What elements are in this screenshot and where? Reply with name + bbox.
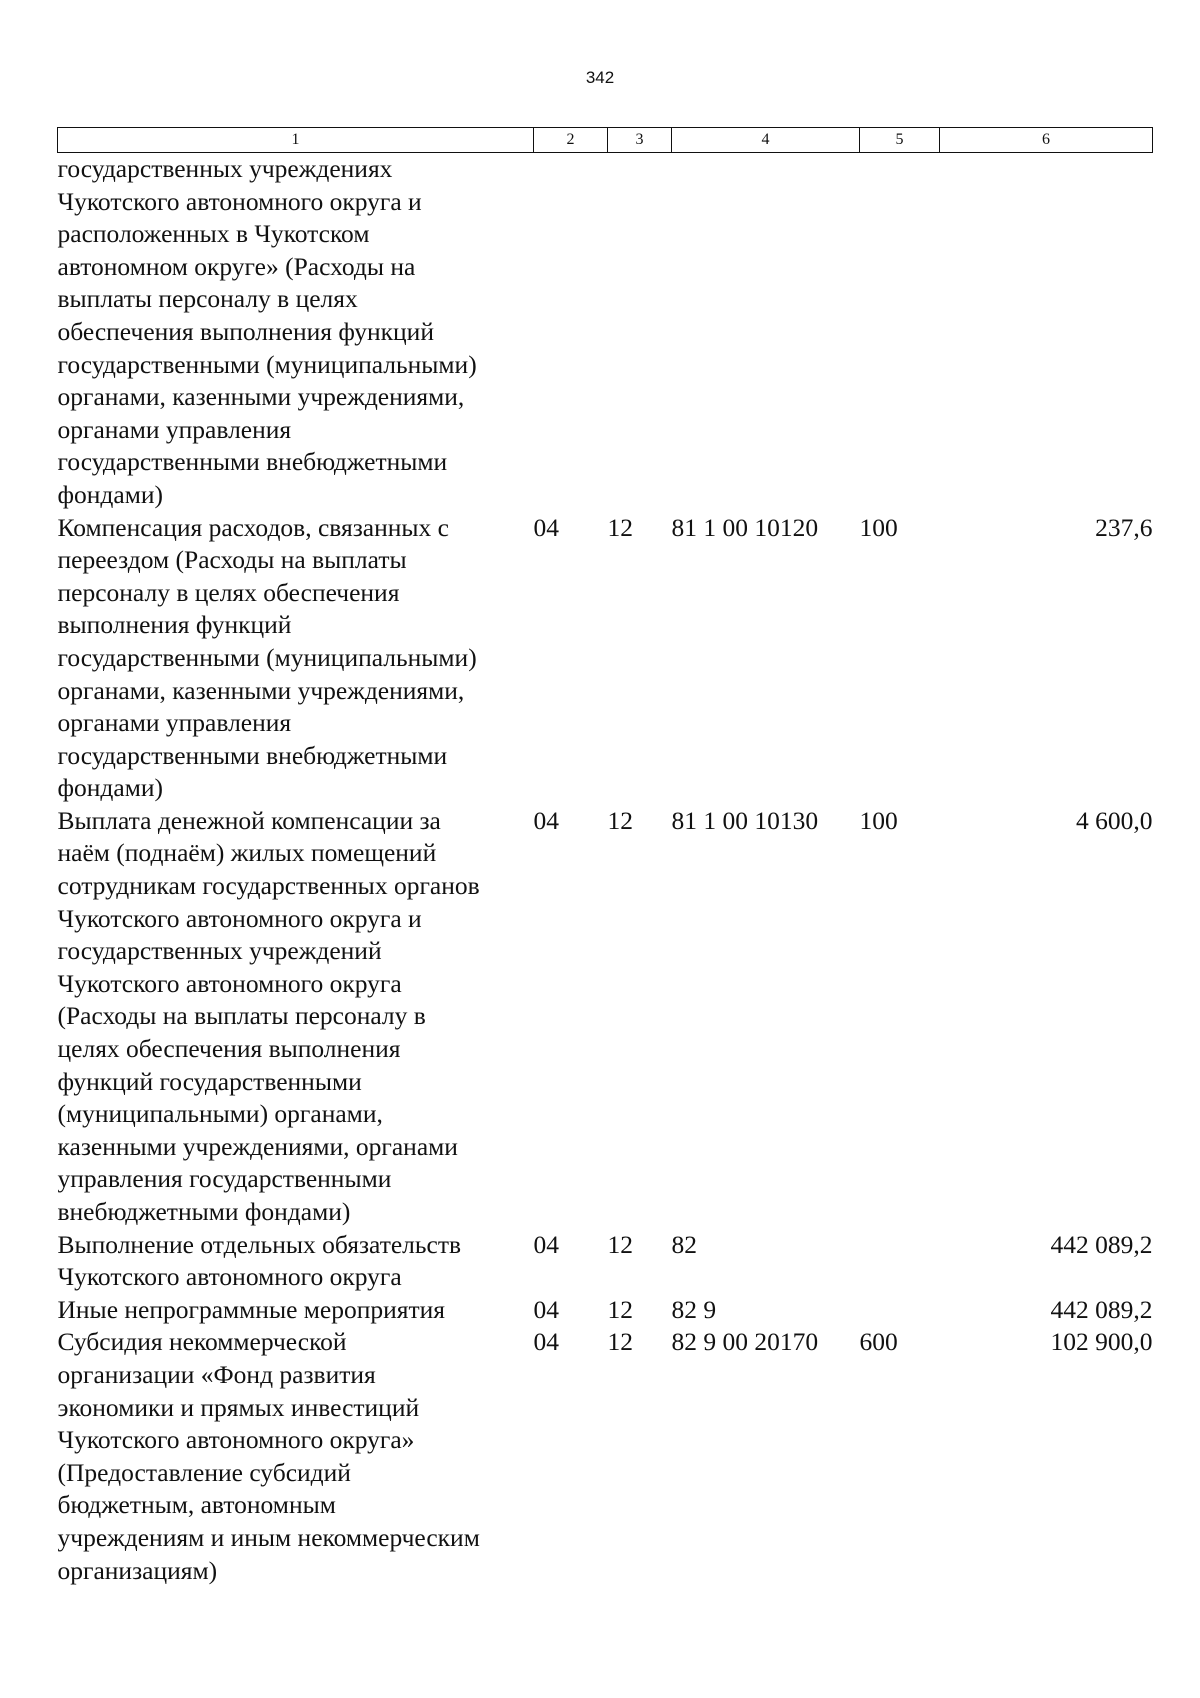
description-line: казенными учреждениями, органами xyxy=(57,1131,458,1161)
description-line: расположенных в Чукотском xyxy=(57,219,370,249)
description-line: Чукотского автономного округа» xyxy=(57,1425,415,1455)
description-line: сотрудникам государственных органов xyxy=(57,871,480,901)
cell-description xyxy=(58,805,534,1229)
cell-target-article: 82 9 00 20170 xyxy=(671,1327,819,1357)
header-col-6: 6 xyxy=(940,128,1153,153)
cell-description xyxy=(58,1326,534,1587)
table-body xyxy=(58,153,1153,1588)
cell-section: 04 xyxy=(533,512,559,542)
header-row xyxy=(58,128,1153,153)
cell-section: 04 xyxy=(533,805,559,835)
budget-table xyxy=(57,127,1153,1587)
description-line: государственных учреждений xyxy=(57,936,382,966)
cell-expense-type: 100 xyxy=(859,512,898,542)
description-line: фондами) xyxy=(57,479,163,509)
cell-expense-type xyxy=(860,1229,940,1294)
cell-subsection: 12 xyxy=(607,1229,633,1259)
table-row xyxy=(58,1294,1153,1327)
description-line: целях обеспечения выполнения xyxy=(57,1034,401,1064)
header-col-4: 4 xyxy=(672,128,860,153)
cell-amount: 4 600,0 xyxy=(1076,805,1153,835)
description-line: Чукотского автономного округа и xyxy=(57,186,422,216)
cell-target-article: 82 9 xyxy=(671,1294,717,1324)
cell-subsection: 12 xyxy=(607,1294,633,1324)
page-number: 342 xyxy=(585,68,615,87)
table-row xyxy=(58,153,1153,512)
cell-section: 04 xyxy=(533,1294,559,1324)
cell-expense-type xyxy=(860,153,940,512)
description-line: Субсидия некоммерческой xyxy=(57,1327,347,1357)
description-line: фондами) xyxy=(57,773,163,803)
description-line: переездом (Расходы на выплаты xyxy=(57,545,407,575)
description-line: (Предоставление субсидий xyxy=(57,1457,351,1487)
description-line: организациям) xyxy=(57,1555,218,1585)
description-line: органами управления xyxy=(57,414,292,444)
cell-target-article: 82 xyxy=(671,1229,697,1259)
cell-description xyxy=(58,512,534,805)
cell-subsection: 12 xyxy=(607,512,633,542)
header-col-5: 5 xyxy=(860,128,940,153)
table-row xyxy=(58,512,1153,805)
description-line: наём (поднаём) жилых помещений xyxy=(57,838,437,868)
description-line: органами, казенными учреждениями, xyxy=(57,382,465,412)
description-line: Чукотского автономного округа и xyxy=(57,903,422,933)
cell-description xyxy=(58,1229,534,1294)
description-line: внебюджетными фондами) xyxy=(57,1197,351,1226)
cell-target-article: 81 1 00 10120 xyxy=(671,512,819,542)
cell-amount xyxy=(940,153,1153,512)
description-line: государственными внебюджетными xyxy=(57,447,448,477)
description-line: Иные непрограммные мероприятия xyxy=(57,1294,446,1324)
description-line: государственными (муниципальными) xyxy=(57,349,477,379)
cell-target-article xyxy=(672,153,860,512)
cell-subsection: 12 xyxy=(607,805,633,835)
description-line: Выплата денежной компенсации за xyxy=(57,805,441,835)
description-line: функций государственными xyxy=(57,1066,362,1096)
description-line: экономики и прямых инвестиций xyxy=(57,1392,420,1422)
header-col-3: 3 xyxy=(608,128,672,153)
description-line: выплаты персоналу в целях xyxy=(57,284,358,314)
description-line: государственными (муниципальными) xyxy=(57,642,477,672)
table-row xyxy=(58,1229,1153,1294)
description-line: органами, казенными учреждениями, xyxy=(57,675,465,705)
cell-amount: 237,6 xyxy=(1095,512,1153,542)
description-line: органами управления xyxy=(57,708,292,738)
description-line: учреждениям и иным некоммерческим xyxy=(57,1522,480,1552)
description-line: Выполнение отдельных обязательств xyxy=(57,1229,462,1259)
description-line: государственными внебюджетными xyxy=(57,740,448,770)
cell-section xyxy=(534,153,608,512)
table-header xyxy=(58,128,1153,153)
header-col-2: 2 xyxy=(534,128,608,153)
cell-subsection xyxy=(608,153,672,512)
cell-expense-type xyxy=(860,1294,940,1327)
cell-amount: 442 089,2 xyxy=(1050,1229,1153,1259)
description-line: автономном округе» (Расходы на xyxy=(57,251,416,281)
description-line: Компенсация расходов, связанных с xyxy=(57,512,449,542)
cell-description xyxy=(58,1294,534,1327)
description-line: государственных учреждениях xyxy=(57,154,393,183)
cell-amount: 102 900,0 xyxy=(1050,1327,1153,1357)
description-line: управления государственными xyxy=(57,1164,392,1194)
cell-description xyxy=(58,153,534,512)
table-row xyxy=(58,805,1153,1229)
description-line: (Расходы на выплаты персоналу в xyxy=(57,1001,426,1031)
description-line: (муниципальными) органами, xyxy=(57,1099,383,1129)
description-line: обеспечения выполнения функций xyxy=(57,316,434,346)
description-line: бюджетным, автономным xyxy=(57,1490,336,1520)
header-col-1: 1 xyxy=(58,128,534,153)
description-line: организации «Фонд развития xyxy=(57,1359,376,1389)
description-line: Чукотского автономного округа xyxy=(57,1262,402,1292)
cell-subsection: 12 xyxy=(607,1327,633,1357)
cell-amount: 442 089,2 xyxy=(1050,1294,1153,1324)
description-line: персоналу в целях обеспечения xyxy=(57,577,400,607)
cell-expense-type: 100 xyxy=(859,805,898,835)
cell-target-article: 81 1 00 10130 xyxy=(671,805,819,835)
table-row xyxy=(58,1326,1153,1587)
cell-expense-type: 600 xyxy=(859,1327,898,1357)
cell-section: 04 xyxy=(533,1327,559,1357)
cell-section: 04 xyxy=(533,1229,559,1259)
description-line: выполнения функций xyxy=(57,610,292,640)
description-line: Чукотского автономного округа xyxy=(57,968,402,998)
